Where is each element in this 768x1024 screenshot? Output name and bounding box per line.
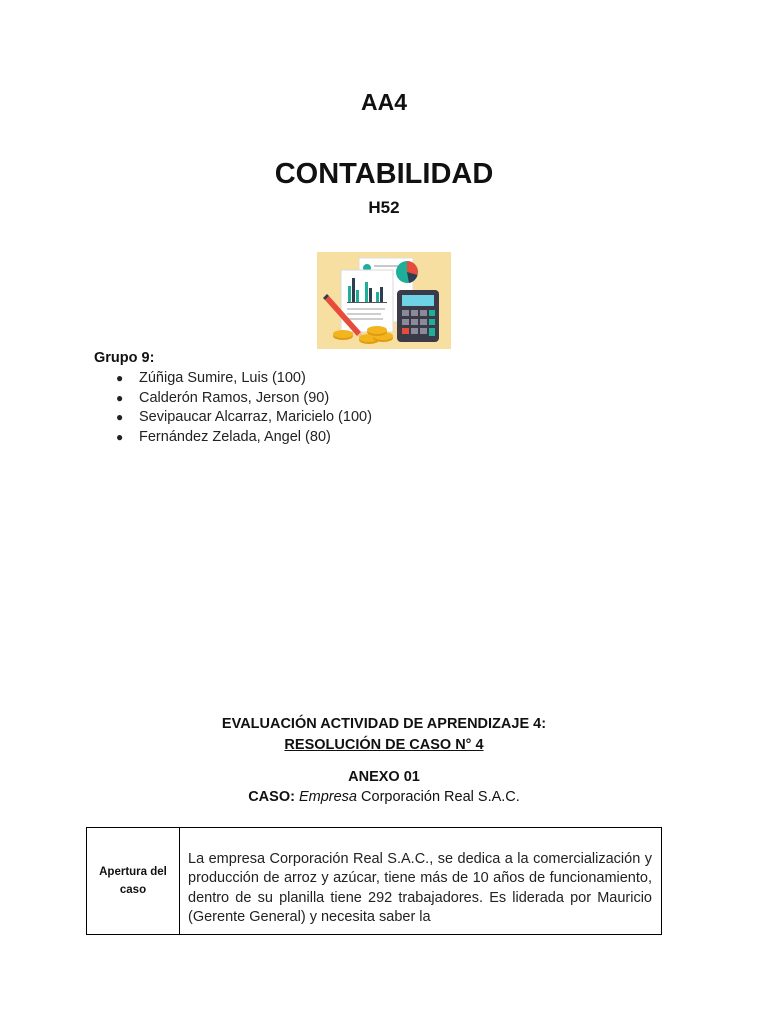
list-item <box>94 428 372 448</box>
document-title: CONTABILIDAD <box>274 158 494 190</box>
group-label: Grupo 9: <box>94 350 155 366</box>
pie-chart-icon <box>396 261 418 283</box>
list-item <box>94 369 372 389</box>
case-table-text: La empresa Corporación Real S.A.C., se dedica a la comercialización y producción de arroz y azúcar, tiene más de 10 años de funcionamiento, dentro de su planilla tiene 292 trabajadores. Es liderada por Mauricio (Gerente General) y necesita saber la <box>188 851 652 925</box>
annex-title: ANEXO 01 <box>348 769 420 785</box>
calculator-icon <box>397 290 439 342</box>
bullet-icon: ● <box>116 371 124 385</box>
case-type: Empresa <box>298 789 357 805</box>
section-code: H52 <box>368 198 400 217</box>
accounting-illustration-icon <box>317 252 451 349</box>
case-resolution-text: RESOLUCIÓN DE CASO N° 4 <box>284 737 484 753</box>
bullet-icon: ● <box>116 390 124 405</box>
case-table <box>86 827 662 935</box>
member-name: Fernández Zelada, Angel (80) <box>139 428 331 445</box>
member-list <box>94 369 372 447</box>
case-company: Corporación Real S.A.C. <box>361 789 520 805</box>
evaluation-title: EVALUACIÓN ACTIVIDAD DE APRENDIZAJE 4: <box>221 716 547 732</box>
case-table-header: Apertura del caso <box>87 828 180 934</box>
bullet-icon: ● <box>116 410 124 424</box>
member-name: Sevipaucar Alcarraz, Maricielo (100) <box>139 409 372 425</box>
case-line <box>0 789 768 805</box>
document-code: AA4 <box>360 89 407 115</box>
case-label: CASO: <box>248 789 295 805</box>
list-item <box>94 408 372 428</box>
list-item <box>94 389 372 409</box>
case-resolution-heading <box>0 737 768 753</box>
bullet-icon: ● <box>116 429 124 444</box>
member-name: Zúñiga Sumire, Luis (100) <box>139 370 306 386</box>
member-name: Calderón Ramos, Jerson (90) <box>139 389 330 406</box>
